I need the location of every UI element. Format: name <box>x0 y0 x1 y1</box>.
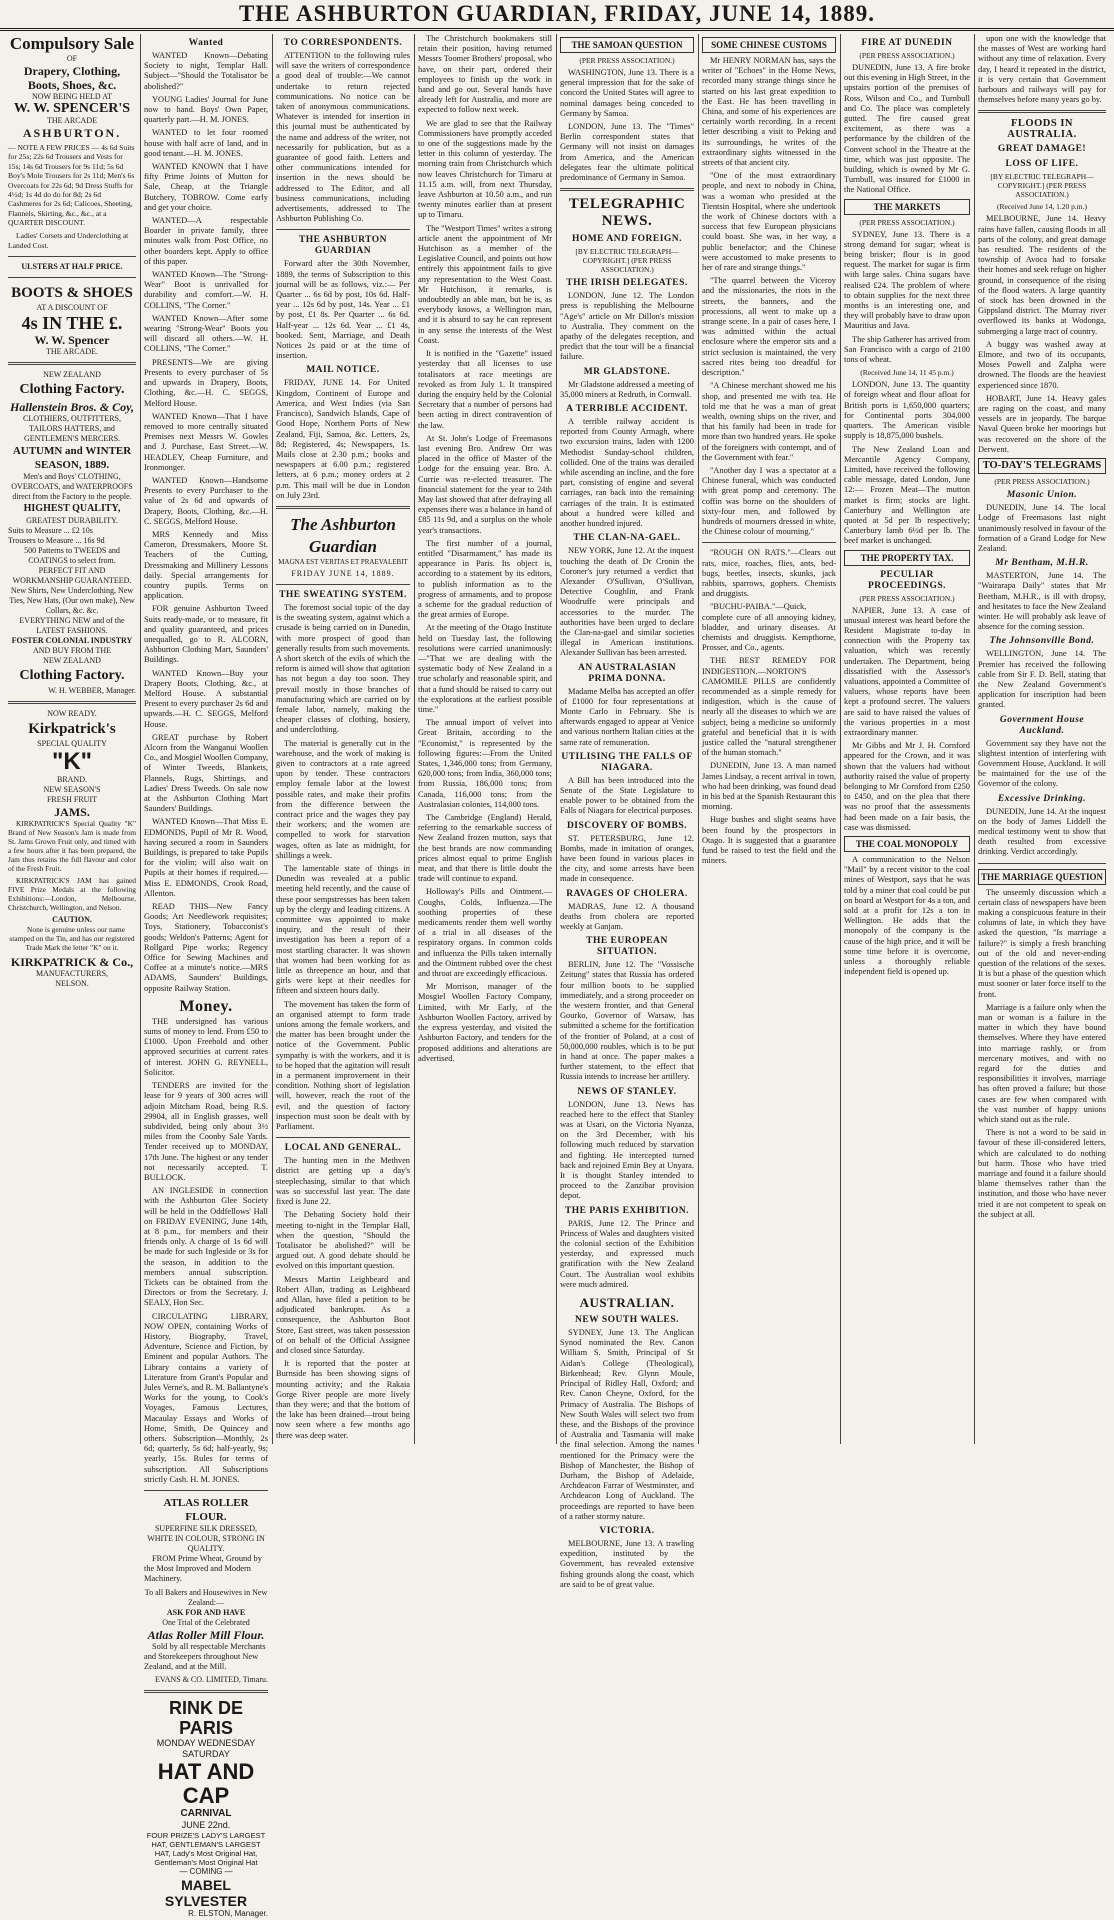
article-paragraph: SYDNEY, June 13. The Anglican Synod nominated the Rev. Canon William S. Smith, Principal of St Aidan's College (Theological), Birkenhead; Rev. Glynn Moule, Principal of Ridley Hall, Oxford; and Rev. Canon Cheyne, Oxford, for the Primacy of Australia. The Bishops of New South Wales will select two from these, and the Bishops of the province of Australia and Tasmania will make the final selection. Among the names mentioned for the Primacy were the Bishop of Manchester, the Bishop of Durham, the Bishop of Adelaide, Archdeacon Farrar of Westminster, and Archdeacon Long of Auckland. The proceedings are reported to have been of a rather stormy nature. <box>560 1328 694 1521</box>
article-paragraph: Government say they have not the slightest intention of interfering with Government House, Auckland. It will be maintained for the use of the Governor of the colony. <box>978 738 1106 789</box>
classified-ad: YOUNG Ladies' Journal for June now to hand. Boys' Own Paper, quarterly part.—H. M. JONES. <box>144 94 268 125</box>
article-paragraph: "BUCHU-PAIBA."—Quick, complete cure of all annoying kidney, bladder, and urinary diseases. At chemists and druggists. Kempthorne, Prosser, and Co., agents. <box>702 602 836 653</box>
price-list: — NOTE A FEW PRICES — 4s 6d Suits for 25s; 22s 6d Trousers and Vests for 15s; 14s 6d Trousers for 9s 11d; 5s 6d Boy's Mole Trousers for 2s 11d; Men's 6s Overcoats for 22s 6d; 9d Dress Stuffs for 4½d; 1s 4d do do for 8d; 2s 6d Cashmeres for 2s 6d; Calicoes, Sheeting, Flannels, Skirting, &c., &c., at a QUARTER DISCOUNT. <box>8 143 135 228</box>
article-paragraph: The first number of a journal, entitled "Disarmament," has made its appearance in Paris. Its object is, according to a statement by its editors, to publish information as to the progress of armaments, and to propose a scheme for the gradual reduction of the great armies of Europe. <box>418 538 552 620</box>
ad-text: SUPERFINE SILK DRESSED, <box>154 1524 257 1534</box>
article-paragraph: The Debating Society hold their meeting to-night in the Templar Hall, when the question, "Should the Totalisator be abolished?" will be argued out. A good debate should be evolved on this important question. <box>276 1210 410 1271</box>
ad-heading: HAT AND CAP <box>157 1759 255 1809</box>
ad-text: FOUR PRIZE'S LADY'S LARGEST HAT, GENTLEMAN'S LARGEST HAT, Lady's Most Original Hat, Gentleman's Most Original Hat <box>146 1831 266 1868</box>
article-paragraph: DUNEDIN, June 14. At the inquest on the body of James Liddell the medical testimony went to show that death resulted from excessive drinking. Verdict accordingly. <box>978 806 1106 857</box>
article-paragraph: "The quarrel between the Viceroy and the missionaries, the riots in the streets, the banners, and the processions, all went to make up a strange scene. In a pair of cases here, I was admitted within the actual enclosure where the emperor sits and a strict seclusion is maintained, the very sacred rites being too dreadful for description." <box>702 276 836 378</box>
section-heading: TELEGRAPHIC NEWS. <box>568 196 686 230</box>
ad-heading: Atlas Roller Mill Flour. <box>147 1627 265 1642</box>
ad-text: GREATEST DURABILITY. <box>26 516 118 526</box>
newspaper-masthead: THE ASHBURTON GUARDIAN, FRIDAY, JUNE 14, 1889. <box>0 0 1114 31</box>
divider <box>276 584 410 585</box>
ad-heading: ATLAS ROLLER FLOUR. <box>163 1497 249 1524</box>
classified-ad: WANTED Known—The "Strong-Wear" Boot is unrivalled for durability and comfort.—W. H. COLLINS, "The Corner." <box>144 270 268 310</box>
article-paragraph: "Another day I was a spectator at a Chinese funeral, which was conducted with great pomp and ceremony. The coffin was borne on the shoulders of sixty-four men, and followed by hundreds of mourners dressed in white, the Chinese colour of mourning." <box>702 465 836 537</box>
article-paragraph: The annual import of velvet into Great Britain, according to the "Economist," is represented by the following figures:—From the United States, 1,346,000 tons; from Germany, 620,000 tons; from India, 360,000 tons; from Russia, 186,000 tons; from Canada, 116,000 tons; from the Australasian colonies, 114,000 tons. <box>418 718 552 809</box>
ad-text: NOW BEING HELD AT <box>31 92 113 101</box>
article-paragraph: Madame Melba has accepted an offer of £1000 for four representations at Monte Carlo in February. She is afterwards engaged to appear at Venice and various northern Italian cities at the same rate of remuneration. <box>560 686 694 747</box>
divider <box>978 863 1106 864</box>
article-paragraph: THE BEST REMEDY FOR INDIGESTION.—NORTON'S CAMOMILE PILLS are confidently recommended as a simple remedy for indigestion, which is the cause of nearly all the diseases to which we are subject, being a medicine so uniformly grateful and beneficial that it is with justice called the "natural strengthener of the human stomach." <box>702 656 836 758</box>
column-5 <box>560 34 699 1589</box>
article-paragraph: FRIDAY, JUNE 14. For United Kingdom, Continent of Europe and America, and West Indies (via San Francisco), Sandwich Islands, Cape of Good Hope, Northern Ports of New Zealand, Fiji, Samoa, &c. Letters, 2s, 8d; Registered, 4s; Newspapers, 1s. Mails close at 2.30 p.m.; books and newspapers at 6.00 p.m.; registered letters, at 6 p.m.; money orders at 2 p.m. This mail will be due in London on July 23rd. <box>276 378 410 500</box>
ad-text: KIRKPATRICK'S Special Quality "K" Brand of New Season's Jam is made from St. Jams Grown Fruit only, and timed with a few hours after it has been prepared, the Jam thus retains the full flavour and color of the Fresh Fruit. <box>8 819 136 874</box>
divider <box>276 506 410 509</box>
classified-ad: THE undersigned has various sums of money to lend. From £50 to £1000. Upon Freehold and other approved securities at current rates of interest. JOHN G. REYNELL, Solicitor. <box>144 1016 268 1077</box>
column-1 <box>8 34 141 1444</box>
article-paragraph: The New Zealand Loan and Mercantile Agency Company, Limited, have received the following cable message, dated London, June 12:— Frozen Meat—The mutton market is firm; stocks are light. Canterbury and Wellington are quoted at 5d per lb respectively; Canterbury lamb 6½d per lb. The beef market is unchanged. <box>844 444 970 546</box>
ad-text: New Shirts, New Underclothing, New Ties, New Hats, (Our own make), New Collars, &c. &c. <box>9 586 135 616</box>
article-paragraph: LONDON, June 12. The London press is republishing the Melbourne "Age's" article on Mr Dillon's mission to Australia. They comment on the apathy of the delegates reception, and predict that the tour will be a financial failure. <box>560 291 694 362</box>
ad-heading: Hallenstein Bros. & Coy, <box>10 400 134 415</box>
divider <box>276 1137 410 1138</box>
article-paragraph: The movement has taken the form of an organised attempt to form trade unions among the female workers, and the matter has been brought under the notice of the Government. Public sympathy is with the workers, and it is to be hoped that the agitation will result in a permanent improvement in their condition. Nothing short of legislation will, however, reach the root of the evil, and the question of factory inspection must soon be dealt with by Parliament. <box>276 999 410 1132</box>
divider <box>978 110 1106 113</box>
wire-credit: (PER PRESS ASSOCIATION.) <box>859 593 955 603</box>
ad-text: THE ARCADE. <box>46 347 98 357</box>
section-heading: THE ASHBURTON GUARDIAN <box>298 235 388 257</box>
section-heading: AN AUSTRALASIAN PRIMA DONNA. <box>577 662 677 684</box>
ad-text: Trousers to Measure ... 16s 9d <box>8 536 105 546</box>
rink-de-paris-ad <box>144 1698 268 1919</box>
divider <box>8 701 136 704</box>
article-paragraph: A Bill has been introduced into the Senate of the State Legislature to enable power to be obtained from the Falls of Niagara for electrical purposes. <box>560 775 694 816</box>
classified-ad: WANTED Known—Buy your Drapery Boots, Clothing, &c., at Melford House. A substantial Present to every purchaser 2s 6d and upwards.—H. C. SEGGS, Melford House. <box>144 668 268 729</box>
ad-text: Ladies' Corsets and Underclothing at Landed Cost. <box>8 230 129 250</box>
article-paragraph: ST. PETERSBURG, June 12. Bombs, made in imitation of oranges, have been found in various places in the city, and some arrests have been made in consequence. <box>560 833 694 884</box>
divider <box>144 1490 268 1491</box>
ad-text: NOW READY. <box>47 709 97 719</box>
wire-credit: (PER PRESS ASSOCIATION.) <box>994 477 1090 487</box>
article-paragraph: The lamentable state of things in Dunedin was revealed at a public meeting held recently, and the cause of these poor sempstresses has been taken up by the clergy and leading citizens. A committee was appointed to make inquiry, and the result of their investigation has been a report of a most startling character. It was shown that women had been working for as little as threepence an hour, and that girls were kept at their needles for fifteen and sixteen hours daily. <box>276 864 410 996</box>
article-paragraph: LONDON, June 13. News has reached here to the effect that Stanley was at Usari, on the Victoria Nyanza, on the 3rd December, with his following much reduced by starvation and fighting. He intercepted turned back and rejoined Emin Bey at Unyara. It is thought Stanley intended to proceed to the Zanzibar provision depot. <box>560 1099 694 1201</box>
section-heading-box: SOME CHINESE CUSTOMS <box>702 37 836 53</box>
ad-signature: R. ELSTON, Manager. <box>188 1909 268 1919</box>
article-paragraph: MADRAS, June 12. A thousand deaths from cholera are reported weekly at Ganjam. <box>560 901 694 931</box>
section-heading: Masonic Union. <box>1006 490 1078 501</box>
section-heading: VICTORIA. <box>599 1525 655 1536</box>
wire-credit: (Received June 14, 1.20 p.m.) <box>997 202 1087 212</box>
column-3 <box>276 34 415 1444</box>
ad-text: — COMING — <box>179 1867 233 1877</box>
page-columns <box>8 34 1106 1919</box>
article-paragraph: We are glad to see that the Railway Commissioners have promptly acceded to one of the suggestions made by the letter in this column of yesterday. The morning train from Christchurch which now leaves Christchurch for Timaru at 11.15 a.m. will, from next Thursday, leave Ashburton at 10.50 a.m., and run twenty minutes earlier than at present up to Timaru. <box>418 118 552 220</box>
ad-text: W. W. SPENCER'S <box>13 101 131 116</box>
section-heading: FIRE AT DUNEDIN <box>861 38 953 48</box>
divider <box>8 362 136 365</box>
section-heading: AUSTRALIAN. <box>579 1295 675 1311</box>
section-heading: Money. <box>179 997 233 1015</box>
classified-ad: TENDERS are invited for the lease for 9 years of 300 acres will adjoin Mitcham Road, being R.S. 29904, all in English grasses, well subdivided, being only about 3½ miles from the Coonby Sale Yards. Tender received up to MONDAY, 17th June. The highest or any tender not necessarily accepted. T. BULLOCK. <box>144 1081 268 1182</box>
ad-text: W. W. Spencer <box>34 333 110 348</box>
ad-heading: KIRKPATRICK & Co., <box>10 955 134 970</box>
column-6 <box>702 34 841 1444</box>
ad-heading: Compulsory Sale <box>9 34 135 53</box>
classified-ad: MRS Kennedy and Miss Cameron, Dressmakers, Moore St. Teachers of the Cutting, Dressmaking and Millinery Lessons daily. Special arrangements for country pupils. Terms on application. <box>144 529 268 601</box>
article-paragraph: "ROUGH ON RATS."—Clears out rats, mice, roaches, flies, ants, bed-bugs, beetles, insects, skunks, jack rabbits, sparrows, gophers. Chemists and druggists. <box>702 548 836 599</box>
ad-text: FRESH FRUIT <box>46 795 97 805</box>
section-heading: RAVAGES OF CHOLERA. <box>566 888 688 899</box>
classified-ad: WANTED Known—After some wearing "Strong-Wear" Boots you will discard all others.—W. H. COLLINS, "The Corner." <box>144 313 268 354</box>
section-heading-box: THE MARKETS <box>844 199 970 215</box>
ad-text: Sold by all respectable Merchants and Storekeepers throughout New Zealand, and at the Mill. <box>144 1641 266 1672</box>
classified-ad: AN INGLESIDE in connection with the Ashburton Glee Society will be held in the Oddfellows' Hall on FRIDAY EVENING, June 14th, at 8 p.m., for members and their friends only. A charge of 1s 6d will be made for such Ingleside or 3s for the season, in addition to the members annual subscription. Tickets can be obtained from the Directors or from the Secretary. J. SEALY, Hon Sec. <box>144 1186 268 1308</box>
divider <box>8 256 136 257</box>
article-paragraph: HOBART, June 14. Heavy gales are raging on the coast, and many vessels are in jeopardy. The barque Naval Queen broke her moorings but was recovered on the shore of the Derwent. <box>978 393 1106 454</box>
ad-text: 500 Patterns to TWEEDS and COATINGS to select from. <box>24 546 120 566</box>
wire-credit: [BY ELECTRIC TELEGRAPH—COPYRIGHT.] (PER PRESS ASSOCIATION.) <box>990 172 1094 200</box>
wire-credit: (Received June 14, 11 45 p.m.) <box>860 368 954 378</box>
article-paragraph: NEW YORK, June 12. At the inquest touching the death of Dr Cronin the Coroner's jury returned a verdict that Alexander O'Sullivan, O'Sullivan, Detective Coughlin, and Frank Woodruffe were principals and accessories to the murder. The authorities have been urged to declare the Clan-na-gael and similar societies illegal in American institutions. Alexander Sullivan has been arrested. <box>560 546 694 658</box>
article-paragraph: The "Westport Times" writes a strong article anent the appointment of Mr Hutchison as a member of the Legislative Council, and points out how entirely this appointment fails to give any representation to the West Coast. Mr Hutchison, it remarks, is undoubtedly an able man, but he is, as everybody knows, a Wellington man, and it is absurd to say he can represent in any sense the interests of the West Coast. <box>418 223 552 345</box>
article-paragraph: The material is generally cut in the warehouse, and the work of making is given to contractors at a rate agreed upon by tender. These contractors employ female labor at the lowest possible rates, and make their profits from the difference between the contract price and the wages they pay their workers; and the women are compelled to work for starvation wages, often as late as midnight, for shillings a week. <box>276 738 410 860</box>
section-heading: Mr Bentham, M.H.R. <box>995 558 1089 569</box>
section-heading: THE IRISH DELEGATES. <box>566 278 688 289</box>
article-paragraph: "A Chinese merchant showed me his shop, and presented me with tea. He told me that he was a man of great wealth, owning ships on the river, and that his family had been in trade for more than two hundred years. He spoke of the foreigners with contempt, and of the Government with fear." <box>702 381 836 462</box>
section-heading: Wanted <box>188 38 224 48</box>
article-paragraph: Mr HENRY NORMAN has, says the writer of "Echoes" in the Home News, recorded many strange things since he started on his last great expedition to the East. He has been travelling in China, and some of his experiences are certainly worth recording. In a recent letter describing a visit to Peking and its surroundings, he writes of the extraordinary sights witnessed in the streets of that ancient city. <box>702 56 836 168</box>
wire-credit: (PER PRESS ASSOCIATION.) <box>579 56 675 65</box>
ad-text: CLOTHIERS, OUTFITTERS, TAILORS HATTERS, and GENTLEMEN'S MERCERS. <box>23 414 121 444</box>
divider <box>8 277 136 278</box>
article-paragraph: Mr Gibbs and Mr J. H. Cornford appeared for the Crown, and it was shown that the valuers had without authority raised the value of property belonging to Mr Cornford from £250 to £450, and on the plea that there was no proof that the assessments had been made on a fair basis, the case was dismissed. <box>844 741 970 832</box>
section-heading: THE EUROPEAN SITUATION. <box>586 936 668 958</box>
dateline: FRIDAY JUNE 14, 1889. <box>291 568 395 578</box>
ad-signature: W. H. WEBBER, Manager. <box>48 686 136 696</box>
paper-title: The Ashburton Guardian <box>290 514 396 556</box>
ad-text: ASK FOR AND HAVE <box>166 1607 246 1617</box>
classified-ad: WANTED Known—Debating Society to night, Templar Hall. Subject—"Should the Totalisator be abolished?" <box>144 51 268 91</box>
classified-ad: GREAT purchase by Robert Alcorn from the Wanganui Woollen Co., and Mosgiel Woollen Company, of Winter Tweeds, Blankets, Flannels, Rugs, Shirtings, and Ladies' Dress Tweeds. On sale now at the Ashburton Clothing Mart Saunders' Buildings. <box>144 732 269 814</box>
article-paragraph: LONDON, June 13. The "Times" Berlin correspondent states that Germany will not insist on damages from America, and the American delegates fear the ultimate political predominance of Germany in Samoa. <box>560 122 694 183</box>
section-heading: PECULIAR PROCEEDINGS. <box>867 569 947 591</box>
ad-text: JUNE 22nd. <box>181 1820 231 1831</box>
ad-heading: Clothing Factory. <box>19 668 125 684</box>
ad-text: WHITE IN COLOUR, STRONG IN QUALITY. <box>147 1534 265 1554</box>
article-paragraph: DUNEDIN, June 13. A fire broke out this evening in High Street, in the upstairs portion of the premises of Ross, Wilson and Co., and Turnbull and Co. The place was completely gutted. The fire caused great excitement, as there was a performance by the children of the Convent school in the Theatre at the time, which was just opposite. The building, which is owned by Mr G. Turnbull, was insured for £1000 in the National Office. <box>844 63 970 195</box>
article-paragraph: It is reported that the poster at Burnside has been showing signs of mounting activity; and the Rakaia Gorge River people are more lively than they were; and that the bottom of the lake has been drained—trout being now seen where a few months ago there was deep water. <box>276 1359 410 1440</box>
hallenstein-ad <box>8 370 136 696</box>
article-paragraph: PARIS, June 12. The Prince and Princess of Wales and daughters visited the colonial section of the Exhibition yesterday, and expressed much gratification with the New Zealand Court. The Australian wool exhibits were much admired. <box>560 1218 694 1289</box>
ad-heading: RINK DE PARIS <box>168 1698 243 1739</box>
ad-heading: MABEL SYLVESTER <box>164 1877 248 1910</box>
classified-ad: FOR genuine Ashburton Tweed Suits ready-made, or to measure, fit and quality guaranteed, and prices unequalled, go to R. ALCORN, Ashburton Clothing Mart, Saunders' Buildings. <box>144 604 268 665</box>
article-paragraph: It is notified in the "Gazette" issued yesterday that all licenses to use totalisators at race meetings are revoked as from July 1. It transpired during the enquiry held by the Colonial Secretary that a number of persons had been acting in direct contravention of the law. <box>418 349 552 430</box>
article-paragraph: Marriage is a failure only when the man or woman is a failure in the matter in which they have bound themselves. Where they have entered into marriage rashly, or from mercenary motives, and with no regard for the duties and responsibilities it involves, marriage has often proved a failure; but those cases are few when compared with the vast number of happy unions which stand out as the rule. <box>978 1002 1106 1125</box>
ad-text: Suits to Measure ... £2 10s <box>8 526 93 536</box>
ad-heading: BOOTS & SHOES <box>11 285 133 302</box>
classified-ad: WANTED—A respectable Boarder in private family, three minutes walk from Post Office, no other boarders kept. Apply to office of this paper. <box>144 216 268 266</box>
section-heading: LOCAL AND GENERAL. <box>284 1143 402 1154</box>
ad-text: Drapery, Clothing, <box>23 64 121 78</box>
divider <box>560 188 694 191</box>
ad-text: PERFECT FIT AND WORKMANSHIP GUARANTEED. <box>12 566 132 586</box>
article-paragraph: At the meeting of the Otago Institute held on Tuesday last, the following resolutions were carried unanimously:—"That we are dealing with the systematic body of New Zealand in a true scholarly and reasonable spirit, and that a fund should be raised to carry out the explorations at the earliest possible time." <box>418 623 552 714</box>
column-7 <box>844 34 975 1444</box>
article-paragraph: Mr Morrison, manager of the Mosgiel Woollen Factory Company, Limited, with Mr Early, of the Ashburton Woollen Factory, arrived by the express yesterday, and visited the Ashburton Factory, and tenders for the proposed additions and alterations are advertised. <box>418 982 552 1063</box>
ad-text: CARNIVAL <box>180 1808 232 1820</box>
article-paragraph: The ship Gatherer has arrived from San Francisco with a cargo of 2100 tons of wheat. <box>844 334 970 365</box>
ad-text: MANUFACTURERS, <box>35 969 109 979</box>
section-heading-box: TO-DAY'S TELEGRAMS <box>978 458 1106 474</box>
article-paragraph: SYDNEY, June 13. There is a strong demand for sugar; wheat is being brisker; flour is in good request. The market for sugar is firm with large sales. China sugars have realised £24. The problem of where to obtain supplies for the next three months is an interesting one, and they will probably have to draw upon Mauritius and Java. <box>844 229 970 331</box>
section-heading-box: THE COAL MONOPOLY <box>844 836 970 852</box>
classified-ad: READ THIS—New Fancy Goods; Art Needlework requisites; Toys, Stationery, Tobacconist's goods; Weldon's Patterns; Agent for Rollgard Pipe works; Regency Office for Sewing Machines and Coffee at a minute's notice.—MRS ADAMS, Saunders' Buildings, opposite Railway Station. <box>144 902 268 993</box>
divider <box>276 229 410 230</box>
section-heading: Government House Auckland. <box>999 714 1085 736</box>
column-2 <box>144 34 273 1919</box>
section-heading: LOSS OF LIFE. <box>1005 159 1079 170</box>
section-heading: NEWS OF STANLEY. <box>577 1086 677 1097</box>
article-paragraph: MELBOURNE, June 14. Heavy rains have fallen, causing floods in all parts of the colony, and great damage has resulted. The residents of the township of Avoca had to forsake their homes and seek refuge on higher ground, in consequence of the rising of the flood waters. A large quantity of stock has been drowned in the Gippsland district. The Murray river overflowed its banks at Wodonga, submerging a large tract of country. <box>978 214 1106 336</box>
section-heading: UTILISING THE FALLS OF NIAGARA. <box>561 751 693 773</box>
ad-text: FOSTER COLONIAL INDUSTRY <box>11 636 133 646</box>
paper-motto: MAGNA EST VERITAS ET PRAEVALEBIT <box>278 557 408 566</box>
ad-text: KIRKPATRICK'S JAM has gained FIVE Prize Medals at the following Exhibitions:—London, Melbourne, Christchurch, Wellington, and Nelson. <box>8 876 136 913</box>
article-paragraph: WASHINGTON, June 13. There is a general impression that for the sake of concord the United States will agree to nominal damages being conceded to Germany by Samoa. <box>560 68 694 118</box>
ad-text: NEW ZEALAND <box>43 656 101 666</box>
ad-text: To all Bakers and Housewives in New Zealand:— <box>144 1587 268 1607</box>
ad-text: Men's and Boys' CLOTHING, OVERCOATS, and WATERPROOFS direct from the Factory to the people. <box>11 472 133 502</box>
ad-heading: 4s IN THE £. <box>21 313 123 334</box>
article-paragraph: The unseemly discussion which a certain class of newspapers have been making a conspicuous feature in their columns of late, in which they have asked the question, "Is marriage a failure?" is simply a fresh branching out of the old and never-ending question of the relations of the sexes. It is but a phase of the question which must sooner or later force itself to the front. <box>978 887 1106 999</box>
article-paragraph: BERLIN, June 12. The "Vossische Zeitung" states that Russia has ordered four million boots to be supplied immediately, and a strong proceeder on the western frontier, and that General Gourko, Governor of Warsaw, has submitted a scheme for the fortification of the frontier of Poland, at a cost of 50,000,000 roubles, which is to be put in hand at once. The paper makes a further statement, to the effect that Russia intends to increase her artillery. <box>560 960 694 1082</box>
article-paragraph: The Cambridge (England) Herald, referring to the remarkable success of New Zealand frozen mutton, says that the best brands are now commanding prices almost equal to prime English meat, and that there is little doubt the trade will continue to expand. <box>418 813 552 884</box>
ad-text: NEW SEASON'S <box>43 785 101 795</box>
section-heading: MR GLADSTONE. <box>583 366 671 377</box>
ad-text: None is genuine unless our name stamped on the Tin, and has our registered Trade Mark the letter "K" on it. <box>9 925 135 953</box>
section-heading: THE SWEATING SYSTEM. <box>279 589 407 600</box>
wire-credit: [BY ELECTRIC TELEGRAPH—COPYRIGHT.] (PER PRESS ASSOCIATION.) <box>575 247 679 275</box>
article-paragraph: MASTERTON, June 14. The "Wairarapa Daily" states that Mr Beetham, M.H.R., is ill with dropsy, and hesitates to face the New Zealand winter. He will probably ask leave of absence for the coming session. <box>978 571 1106 632</box>
ad-text: HIGHEST QUALITY, <box>23 503 121 515</box>
divider <box>144 1690 268 1693</box>
kirkpatrick-ad <box>8 709 136 989</box>
article-paragraph: NAPIER, June 13. A case of unusual interest was heard before the Resident Magistrate to-day in connection with the Property tax valuation, which was recently undertaken. The Department, being dissatisfied with the Assessor's valuations, appointed a Committee of valuers, whose reports have been kept a profound secret. The valuers are said to have raised the values of the various properties in a most extraordinary manner. <box>844 605 970 737</box>
article-paragraph: MELBOURNE, June 13. A trawling expedition, instituted by the Government, has revealed extensive fishing grounds along the coast, which are said to be of great value. <box>560 1538 694 1589</box>
section-heading: DISCOVERY OF BOMBS. <box>566 820 688 831</box>
ad-text: AUTUMN and WINTER <box>12 445 132 458</box>
ad-text: One Trial of the Celebrated <box>162 1617 250 1627</box>
section-heading: HOME AND FOREIGN. <box>571 234 683 245</box>
ad-text: NEW ZEALAND <box>43 370 101 380</box>
ad-text: THE ARCADE <box>47 116 97 125</box>
article-paragraph: WELLINGTON, June 14. The Premier has received the following cable from Sir F. D. Bell, stating that the New Zealand Government's application for inscription had been granted. <box>978 649 1106 710</box>
ad-text: MONDAY WEDNESDAY SATURDAY <box>156 1738 256 1760</box>
article-paragraph: The hunting men in the Methven district are getting up a day's steeplechasing, similar to that which was so successful last year. The date fixed is June 22. <box>276 1156 410 1207</box>
ad-text: OF <box>66 54 78 63</box>
article-paragraph: A terrible railway accident is reported from County Armagh, where two excursion trains, laden with 1200 Methodist Sunday-school children, collided. One of the trains was derailed while ascending an incline, and the fore part, consisting of engine and several carriages, ran back into the remaining carriages of the train. It is estimated about a hundred were killed and another hundred injured. <box>560 417 694 529</box>
section-heading: NEW SOUTH WALES. <box>574 1315 679 1326</box>
section-heading: A TERRIBLE ACCIDENT. <box>566 404 688 415</box>
article-paragraph: A buggy was washed away at Elmore, and two of its occupants, Moses Powell and Zalpha were drowned. The floods are the heaviest experienced since 1870. <box>978 339 1106 390</box>
article-paragraph: Messrs Martin Leighbeard and Robert Allan, trading as Leighbeard and Allan, have filed a petition to be adjudicated bankrupts. As a consequence, the Ashburton Boot Store, East street, was taken possession of on behalf of the Official Assignee and closed since Saturday. <box>276 1274 410 1355</box>
ad-text: SEASON, 1889. <box>34 459 110 472</box>
section-heading-box: THE MARRIAGE QUESTION <box>978 869 1106 885</box>
article-paragraph: "One of the most extraordinary people, and next to nobody in China, was a woman who presided at the Tientsin Hospital, where she undertook the work of Chinese doctors with a success that few European physicians could boast. She was, in her way, a public benefactor; and the Chinese were accustomed to make presents to her of rare and strange things." <box>702 171 836 273</box>
wire-credit: (PER PRESS ASSOCIATION.) <box>859 217 955 227</box>
section-heading: FLOODS IN AUSTRALIA. <box>1007 118 1077 141</box>
ad-text: AT A DISCOUNT OF <box>36 303 108 313</box>
ad-text: SPECIAL QUALITY <box>37 739 107 749</box>
article-paragraph: DUNEDIN, June 13. A man named James Lindsay, a recent arrival in town, who had been drinking, was found dead in his bed at the Spanish Restaurant this morning. <box>702 761 836 812</box>
section-heading-box: THE PROPERTY TAX. <box>844 550 970 566</box>
classified-ad: CIRCULATING LIBRARY, NOW OPEN, containing Works of History, Biography, Travel, Adventure, Science and Fiction, by Eminent and popular Authors. The Library contains a variety of Literature from Grant's Popular and Jules Verne's, and R. M. Ballantyne's Works for the young, to Cook's Voyages, Famous Lectures, Macaulay Essays and Works of Home, Smith, De Quincey and others. Subscription—Monthly, 2s 6d; quarterly, 5s 6d; half-yearly, 9s; yearly, 15s. Rules for terms of subscription. All Subscriptions strictly Cash. H. M. JONES. <box>144 1311 268 1484</box>
classified-ad: PRESENTS—We are giving Presents to every purchaser of 5s and upwards in Drapery, Boots, Clothing, &c.—H. C. SEGGS, Melford House. <box>144 357 268 408</box>
classified-ad: WANTED Known—That I have removed to more centrally situated Premises next Messrs W. Gowles and J. Purchase, East Street.—W. HEADLEY, Cheap Furniture, and Ironmonger. <box>144 411 268 472</box>
ad-heading: Clothing Factory. <box>19 382 125 398</box>
ad-text: ULSTERS AT HALF PRICE. <box>21 262 123 272</box>
article-paragraph: The Christchurch bookmakers still retain their position, having returned Messrs Toomer Brothers' proposal, who have, on their part, ordered their employees to finish up the work in hand and go out. Several hands have already left for Australia, and more are expected to follow next week. <box>418 34 552 115</box>
wire-credit: (PER PRESS ASSOCIATION.) <box>859 51 955 60</box>
section-heading-box: THE SAMOAN QUESTION <box>560 37 694 53</box>
classified-ad: WANTED to let four roomed house with half acre of land, and in good tenant.—H. M. JONES. <box>144 128 268 158</box>
article-paragraph: A communication to the Nelson "Mail" by a recent visitor to the coal mines of Westport, says that he was told by a miner that coal could be put on board at Westport for 4s a ton, and sold at a profit for 12s a ton in Wellington. He adds that the monopoly of the company is the cause of the high price, and it will be some time before it is overcome, unless a thoroughly reliable independent field is opened up. <box>844 855 970 977</box>
article-paragraph: The foremost social topic of the day is the sweating system, against which a crusade is being carried on in Dunedin, with more prospect of good than generally results from such movements. A short sketch of the evils of which the reform is aimed will show that agitation has not begun a day too soon. They prevail mostly in those branches of manufacturing which are carried on by female labor, namely, making the cheaper classes of clothing, hosiery, and underclothing. <box>276 602 410 735</box>
compulsory-sale-ad <box>8 34 136 357</box>
ad-signature: EVANS & CO. LIMITED, Timaru. <box>155 1675 268 1685</box>
ad-text: ASHBURTON. <box>22 126 122 140</box>
article-paragraph: At St. John's Lodge of Freemasons last evening Bro. Andrew Orr was placed in the office of Master of the Lodge for the ensuing year. Bro. A. Currie was re-elected treasurer. The financial statement for the year to 24th May last showed that after defraying all expenses there was a balance in hand of £85 11s 9d, and a surplus on the whole year's transactions. <box>418 433 552 535</box>
section-heading: MAIL NOTICE. <box>306 365 380 376</box>
section-heading: The Johnsonville Bond. <box>989 636 1095 647</box>
article-paragraph: There is not a word to be said in favour of these ill-considered letters, which are calculated to do nothing but harm. Those who have tried marriage and found it a failure should blame themselves rather than the institution, and those who have never tried it are not competent to speak on the subject at all. <box>978 1128 1106 1219</box>
ad-text: Boots, Shoes, &c. <box>27 78 117 92</box>
column-8 <box>978 34 1106 1444</box>
divider <box>702 542 836 543</box>
article-paragraph: DUNEDIN, June 14. The local Lodge of Freemasons last night unanimously resolved in favour of the formation of a Grand Lodge for New Zealand. <box>978 503 1106 553</box>
ad-text: FROM Prime Wheat, Ground by the Most Improved and Modern Machinery. <box>144 1554 262 1584</box>
article-paragraph: upon one with the knowledge that the masses of West are working hard without any time of relaxation. Every day, I heard it repeated in the district, it is very certain that Government harbours and railways will pay for themselves before many years go by. <box>978 34 1106 105</box>
article-paragraph: Mr Gladstone addressed a meeting of 35,000 miners at Redruth, in Cornwall. <box>560 379 694 399</box>
atlas-flour-ad <box>144 1496 268 1685</box>
classified-ad: WANTED KNOWN that I have fifty Prime Joints of Mutton for Sale, Cheap, at the Triangle Butchery, TOBROW. Come early and get your choice. <box>144 162 268 212</box>
article-paragraph: Holloway's Pills and Ointment.—Coughs, Colds, Influenza.—The soothing properties of these medicaments render them well worthy of a trial in all diseases of the respiratory organs. In common colds and influenza the Pills taken internally and the Ointment rubbed over the chest and throat are exceedingly efficacious. <box>418 887 552 979</box>
section-heading: THE PARIS EXHIBITION. <box>564 1205 690 1216</box>
ad-text: JAMS. <box>54 805 90 820</box>
classified-ad: WANTED Known—That Miss E. EDMONDS, Pupil of Mr R. Wood, having secured a room in Saunders Buildings, is prepared to take Pupils for the violin; will also wait on Pupils at their homes if required.—Miss E. EDMONDS, Crook Road, Allenton. <box>144 817 268 898</box>
ad-heading: "K" <box>51 748 93 776</box>
column-4 <box>418 34 557 1444</box>
ad-text: CAUTION. <box>52 915 92 925</box>
section-heading: GREAT DAMAGE! <box>997 144 1087 155</box>
ad-heading: Kirkpatrick's <box>28 721 116 738</box>
classified-ad: WANTED Known—Handsome Presents to every Purchaser to the value of 2s 6d and upwards of Drapery, Boots, Clothing, &c.—H. C. SEGGS, Melford House. <box>144 475 268 526</box>
article-paragraph: ATTENTION to the following rules will save the writers of correspondence a good deal of trouble:—We cannot undertake to return rejected communications. No notice can be taken of anonymous communications. Whatever is intended for insertion in this journal must be authenticated by the name and address of the writer, not necessarily for publication, but as a guarantee of good faith. Letters and other communications intended for insertion in the news should be addressed to The Editor, and all business communications, including advertisements, addressed to The Ashburton Publishing Co. <box>276 51 410 224</box>
article-paragraph: LONDON, June 13. The quantity of foreign wheat and flour afloat for British ports is 1,650,000 quarters; for Continental ports 304,000 quarters. The American visible supply is 18,875,000 bushels. <box>844 380 970 441</box>
article-paragraph: Huge bushes and slight seams have been found by the prospectors in Otago. It is suggested that a guarantee fund be raised to test the field and the miners. <box>702 815 836 866</box>
ad-text: AND BUY FROM THE <box>32 646 111 656</box>
section-heading: Excessive Drinking. <box>997 793 1087 804</box>
section-heading: TO CORRESPONDENTS. <box>283 38 403 48</box>
article-paragraph: Forward after the 30th November, 1889, the terms of Subscription to this journal will be as follows, viz.:— Per Quarter ... 6s 6d by post, 10s 6d. Half-year ... 12s 6d by post, 14s. Year ... £1 by post, £1 8s. Per Quarter ... 6s 6d. Half-year ... 12s 6d. Year ... £1 4s, booked. Sent, Marriage, and Death Notices 2s paid or at the time of insertion. <box>276 259 410 361</box>
section-heading: THE CLAN-NA-GAEL. <box>573 533 681 544</box>
ad-text: BRAND. <box>56 775 87 785</box>
ad-text: NELSON. <box>55 979 89 989</box>
ad-text: EVERYTHING NEW and of the LATEST FASHIONS. <box>19 616 125 636</box>
